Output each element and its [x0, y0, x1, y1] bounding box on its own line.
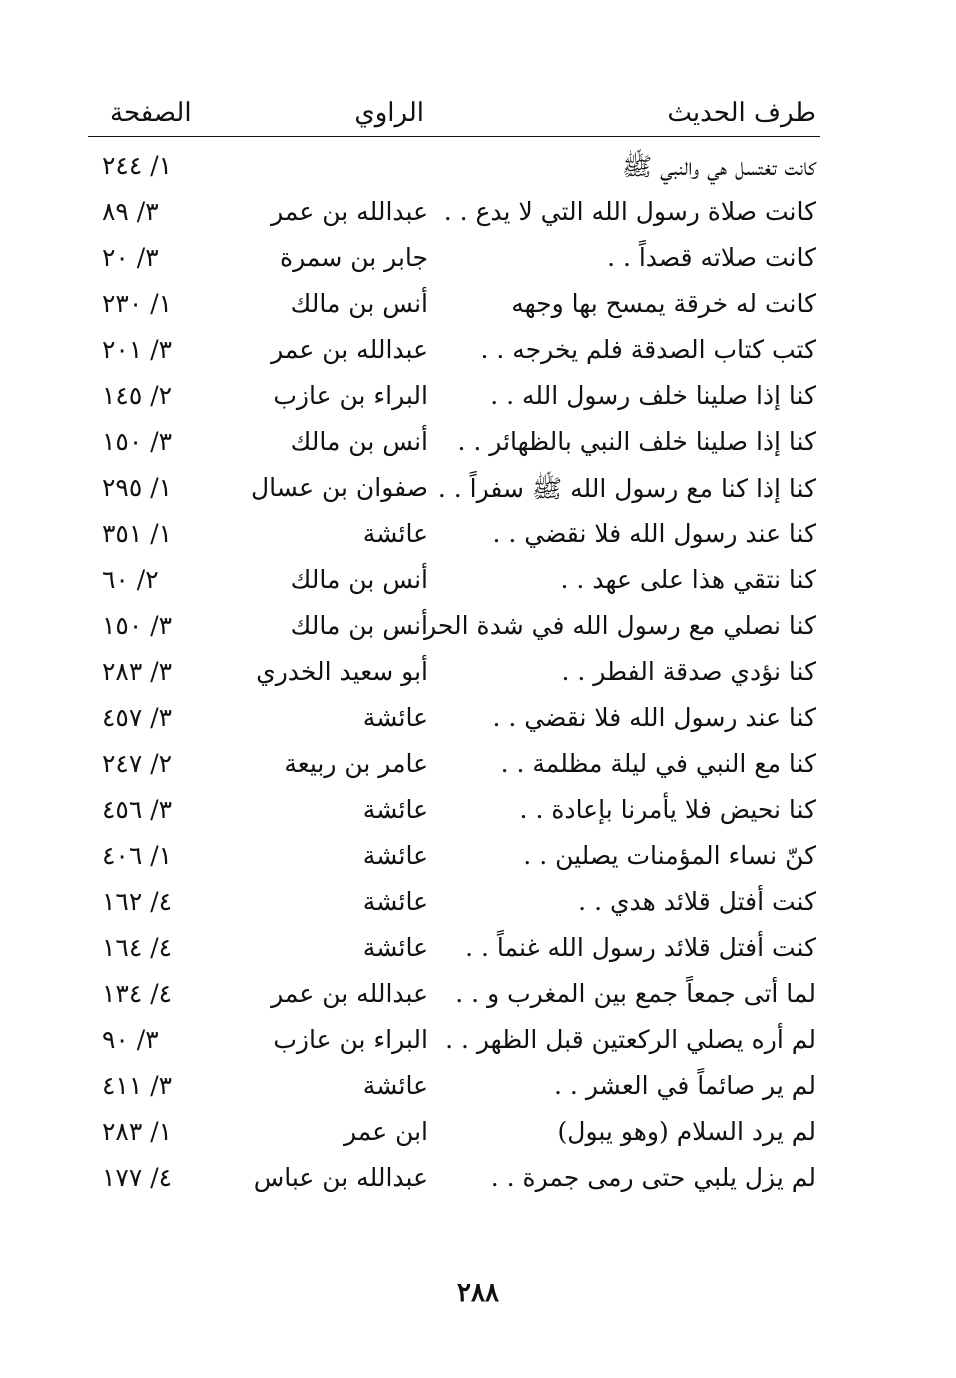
narrator-cell: البراء بن عازب [273, 1025, 428, 1054]
narrator-cell: أنس بن مالك [290, 565, 428, 594]
hadith-cell: كنا عند رسول الله فلا نقضي . . [492, 519, 816, 548]
page-ref-cell: ٣/ ٩٠ [102, 1025, 159, 1054]
table-row [88, 325, 820, 371]
table-row [88, 371, 820, 417]
narrator-cell: أنس بن مالك [290, 611, 428, 640]
page-ref-cell: ١/ ٢٣٠ [102, 289, 173, 318]
page-ref-cell: ٣/ ٤٥٧ [102, 703, 173, 732]
narrator-cell: أنس بن مالك [290, 427, 428, 456]
table-row [88, 187, 820, 233]
page-ref-cell: ٣/ ١٥٠ [102, 427, 173, 456]
hadith-cell: كنا عند رسول الله فلا نقضي . . [492, 703, 816, 732]
hadith-cell: كنا نصلي مع رسول الله في شدة الحر . . [392, 611, 816, 640]
hadith-cell: لم أره يصلي الركعتين قبل الظهر . . [445, 1025, 816, 1054]
narrator-cell: عبدالله بن عمر [271, 197, 428, 226]
hadith-cell: كانت له خرقة يمسح بها وجهه [511, 289, 816, 318]
hadith-index-table [88, 86, 820, 1199]
table-row [88, 923, 820, 969]
narrator-cell: صفوان بن عسال [251, 473, 428, 502]
hadith-cell: لم يرد السلام (وهو يبول) [557, 1117, 816, 1146]
narrator-cell: أبو سعيد الخدري [256, 657, 428, 686]
hadith-cell: كنا إذا صلينا خلف النبي بالظهائر . . [457, 427, 816, 456]
table-row [88, 1061, 820, 1107]
table-row [88, 509, 820, 555]
page-ref-cell: ٣/ ١٥٠ [102, 611, 173, 640]
hadith-cell: كنت أفتل قلائد هدي . . [578, 887, 816, 916]
page-ref-cell: ٢/ ٢٤٧ [102, 749, 173, 778]
hadith-cell: كنا نحيض فلا يأمرنا بإعادة . . [519, 795, 816, 824]
narrator-cell: البراء بن عازب [273, 381, 428, 410]
page-ref-cell: ٣/ ٨٩ [102, 197, 159, 226]
narrator-cell: عائشة [362, 795, 428, 824]
table-row [88, 877, 820, 923]
table-header-row [88, 86, 820, 137]
page-ref-cell: ١/ ٢٨٣ [102, 1117, 173, 1146]
page-ref-cell: ١/ ٢٩٥ [102, 473, 173, 502]
table-row [88, 279, 820, 325]
table-row [88, 233, 820, 279]
page-ref-cell: ٢/ ١٤٥ [102, 381, 173, 410]
hadith-cell: كتب كتاب الصدقة فلم يخرجه . . [480, 335, 816, 364]
table-body [88, 141, 820, 1199]
narrator-cell: عامر بن ربيعة [284, 749, 428, 778]
header-page: الصفحة [110, 98, 192, 128]
page-ref-cell: ٣/ ٢٠١ [102, 335, 173, 364]
narrator-cell: عائشة [362, 933, 428, 962]
table-row [88, 1153, 820, 1199]
narrator-cell: عبدالله بن عمر [271, 979, 428, 1008]
narrator-cell: عبدالله بن عمر [271, 335, 428, 364]
narrator-cell: أنس بن مالك [290, 289, 428, 318]
narrator-cell: عائشة [362, 1071, 428, 1100]
page-ref-cell: ٤/ ١٣٤ [102, 979, 173, 1008]
table-row [88, 141, 820, 187]
page-ref-cell: ٢/ ٦٠ [102, 565, 159, 594]
narrator-cell: عائشة [362, 841, 428, 870]
page-ref-cell: ٣/ ٢٠ [102, 243, 159, 272]
table-row [88, 969, 820, 1015]
hadith-cell: لم ير صائماً في العشر . . [554, 1071, 816, 1100]
page-ref-cell: ١/ ٢٤٤ [102, 151, 173, 180]
narrator-cell: عبدالله بن عباس [253, 1163, 428, 1192]
hadith-cell: كنّ نساء المؤمنات يصلين . . [523, 841, 816, 870]
table-row [88, 785, 820, 831]
table-row [88, 1015, 820, 1061]
hadith-cell: كنا نؤدي صدقة الفطر . . [561, 657, 816, 686]
page-ref-cell: ٣/ ٤١١ [102, 1071, 173, 1100]
table-row [88, 1107, 820, 1153]
narrator-cell: جابر بن سمرة [280, 243, 428, 272]
page-ref-cell: ١/ ٣٥١ [102, 519, 173, 548]
hadith-cell: كنا نتقي هذا على عهد . . [560, 565, 816, 594]
header-narrator: الراوي [354, 98, 424, 128]
narrator-cell: عائشة [362, 703, 428, 732]
narrator-cell: ابن عمر [343, 1117, 428, 1146]
table-row [88, 417, 820, 463]
hadith-cell: كنا إذا صلينا خلف رسول الله . . [490, 381, 816, 410]
hadith-cell: لم يزل يلبي حتى رمى جمرة . . [490, 1163, 816, 1192]
hadith-cell: لما أتى جمعاً جمع بين المغرب و . . [455, 979, 816, 1008]
hadith-cell: كنا إذا كنا مع رسول الله ﷺ سفراً . . [437, 474, 816, 503]
table-row [88, 647, 820, 693]
header-hadith: طرف الحديث [667, 98, 816, 128]
page-ref-cell: ٤/ ١٧٧ [102, 1163, 173, 1192]
page-ref-cell: ٤/ ١٦٤ [102, 933, 173, 962]
page-ref-cell: ٣/ ٤٥٦ [102, 795, 173, 824]
hadith-cell: كانت صلاة رسول الله التي لا يدع . . [443, 197, 816, 226]
table-row [88, 831, 820, 877]
table-row [88, 555, 820, 601]
table-row [88, 463, 820, 509]
hadith-cell: كنت أفتل قلائد رسول الله غنماً . . [465, 933, 816, 962]
page-number: ٢٨٨ [457, 1278, 499, 1308]
narrator-cell: عائشة [362, 519, 428, 548]
hadith-cell: كانت صلاته قصداً . . [607, 243, 816, 272]
hadith-cell: كنا مع النبي في ليلة مظلمة . . [500, 749, 816, 778]
narrator-cell: عائشة [362, 887, 428, 916]
table-row [88, 693, 820, 739]
hadith-cell: كانت تغتسل هي والنبي ﷺ [622, 152, 816, 181]
page-ref-cell: ٤/ ١٦٢ [102, 887, 173, 916]
page-ref-cell: ١/ ٤٠٦ [102, 841, 173, 870]
table-row [88, 601, 820, 647]
page-ref-cell: ٣/ ٢٨٣ [102, 657, 173, 686]
table-row [88, 739, 820, 785]
